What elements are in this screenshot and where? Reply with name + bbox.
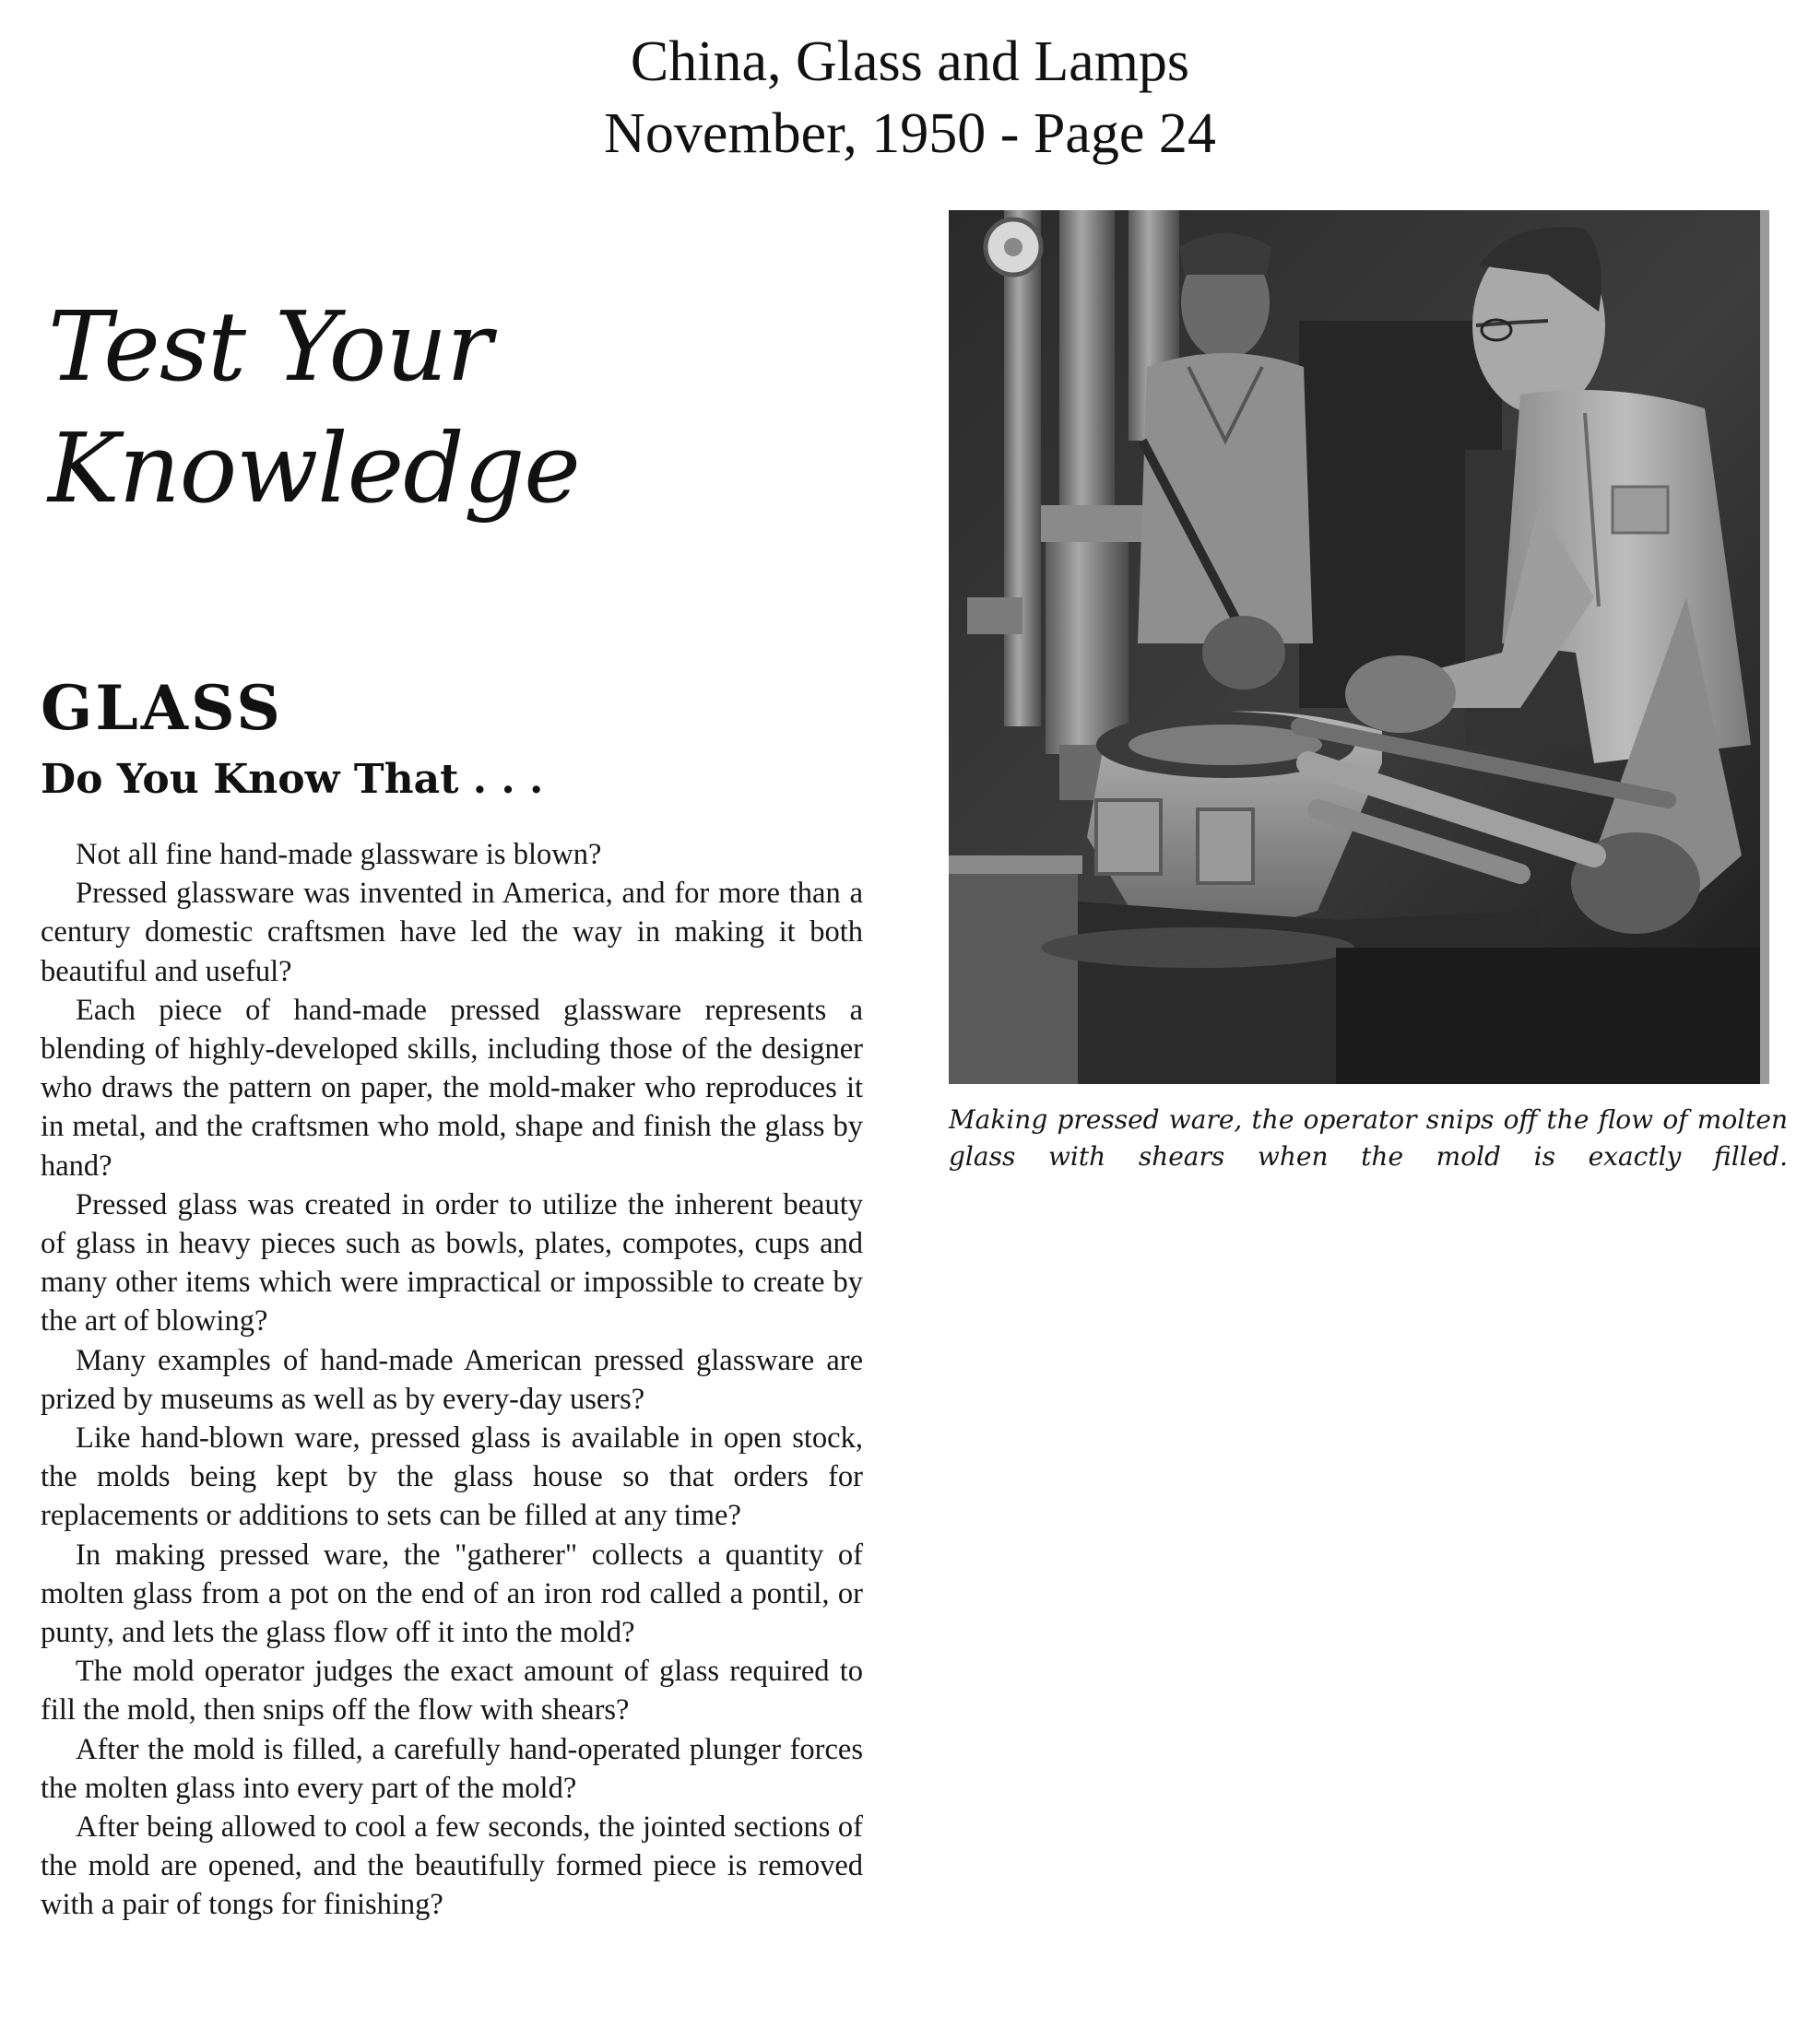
article-body: [41, 835, 863, 1925]
article-title-line-2: Knowledge: [48, 412, 580, 525]
article-paragraph: Like hand-blown ware, pressed glass is available in open stock, the molds being kept by the glass house so that orders for replacements or additions to sets can be filled at any time?: [41, 1421, 863, 1533]
publication-title: China, Glass and Lamps: [630, 30, 1190, 93]
article-paragraph: Each piece of hand-made pressed glassware represents a blending of highly-developed skills, including those of the designer who draws the pattern on paper, the mold-maker who reproduces it in metal, and the craftsmen who mold, shape and finish the glass by hand?: [41, 993, 863, 1183]
section-heading: GLASS: [41, 672, 283, 744]
article-paragraph: Pressed glassware was invented in America, and for more than a century domestic craftsmen have led the way in making it both beautiful and useful?: [41, 877, 863, 988]
article-paragraph: Not all fine hand-made glassware is blown?: [76, 838, 602, 871]
article-paragraph: After the mold is filled, a carefully hand-operated plunger forces the molten glass into every part of the mold?: [41, 1732, 863, 1805]
article-paragraph: In making pressed ware, the "gatherer" collects a quantity of molten glass from a pot on the end of an iron rod called a pontil, or punty, and lets the glass flow off it into the mold?: [41, 1538, 863, 1650]
section-subheading: Do You Know That . . .: [41, 756, 544, 803]
article-title: [48, 286, 580, 529]
article-paragraph: The mold operator judges the exact amount of glass required to fill the mold, then snips off the flow with shears?: [41, 1655, 863, 1727]
publication-date-page: November, 1950 - Page 24: [604, 102, 1216, 165]
article-paragraph: Pressed glass was created in order to utilize the inherent beauty of glass in heavy pieces such as bowls, plates, compotes, cups and many other items which were impractical or impossible to create by the art of blowing?: [41, 1187, 863, 1338]
page-header: [0, 26, 1820, 170]
article-title-line-1: Test Your: [48, 290, 491, 403]
article-photo: [949, 210, 1820, 1084]
article-paragraph: After being allowed to cool a few seconds, the jointed sections of the mold are opened, and the beautifully formed piece is removed with a pair of tongs for finishing?: [41, 1810, 863, 1922]
photograph-icon: [949, 210, 1820, 1084]
article-paragraph: Many examples of hand-made American pressed glassware are prized by museums as well as by every-day users?: [41, 1343, 863, 1416]
photo-caption: Making pressed ware, the operator snips off the flow of molten glass with shears when the mold is exactly filled.: [949, 1104, 1788, 1172]
